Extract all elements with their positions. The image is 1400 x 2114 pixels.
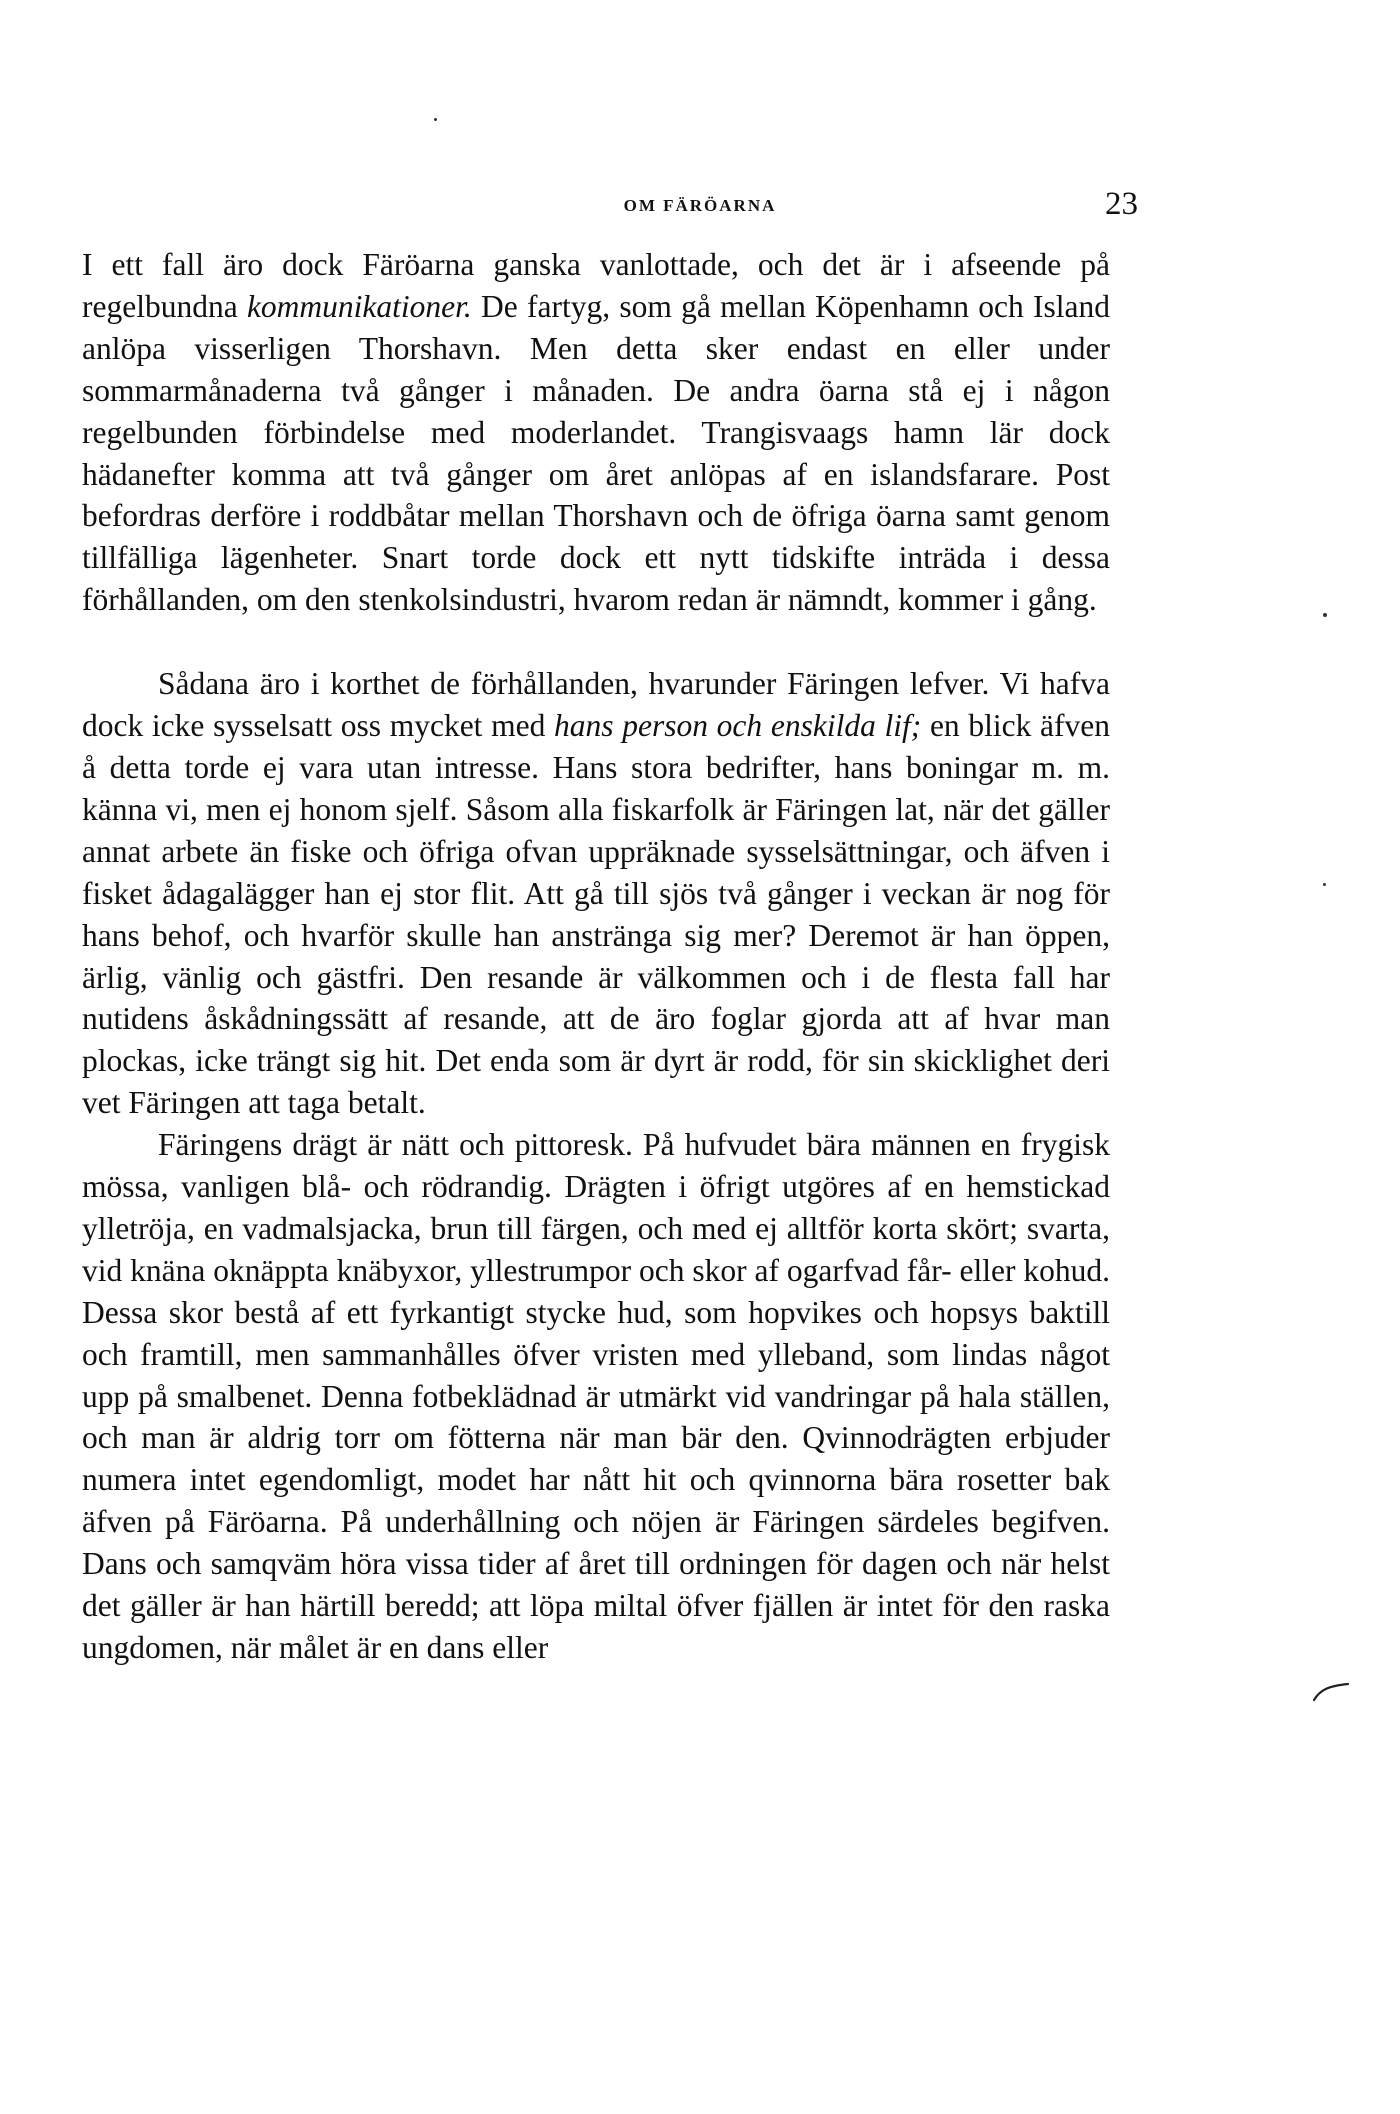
italic-text-run: hans person och enskilda lif; [554,708,922,744]
text-run: Färingens drägt är nätt och pittoresk. På hufvudet bära männen en frygisk mössa, vanligen blå- och rödrandig. Drägten i öfrigt utgöres af en hemstickad ylletröja, en vadmalsjacka, brun till färgen, och med ej alltför korta skört; svarta, vid knäna oknäppta knäbyxor, yllestrumpor och skor af ogarfvad får- eller kohud. Dessa skor bestå af ett fyrkantigt stycke hud, som hopvikes och hopsys baktill och framtill, men sammanhålles öfver vristen med ylleband, som lindas något upp på smalbenet. Denna fotbeklädnad är utmärkt vid vandringar på hala ställen, och man är aldrig torr om fötterna när man bär den. Qvinnodrägten erbjuder numera intet egendomligt, modet har nått hit och qvinnorna bära rosetter bak äfven på Färöarna. På underhållning och nöjen är Färingen särdeles begifven. Dans och samqväm höra vissa tider af året till ordningen för dagen och när helst det gäller är han härtill beredd; att löpa miltal öfver fjällen är intet för den raska ungdomen, när målet är en dans eller [82,1127,1110,1665]
text-run: en blick äfven å detta torde ej vara utan intresse. Hans stora bedrifter, hans boningar m. m. känna vi, men ej honom sjelf. Såsom alla fiskarfolk är Färingen lat, när det gäller annat arbete än fiske och öfriga ofvan uppräknade sysselsättningar, och äfven i fisket ådagalägger han ej stor flit. Att gå till sjös två gånger i veckan är nog för hans behof, och hvarför skulle han anstränga sig mer? Deremot är han öppen, ärlig, vänlig och gästfri. Den resande är välkommen och i de flesta fall har nutidens åskådningssätt af resande, att de äro foglar gjorda att af hvar man plockas, icke trängt sig hit. Det enda som är dyrt är rodd, för sin skicklighet deri vet Färingen att taga betalt. [82,708,1110,1121]
text-run: I ett fall äro dock Färöarna ganska vanlottade, och det är i afseende på regelbundna [82,247,1110,324]
text-run: Sådana äro i korthet de förhållanden, hvarunder Färingen lefver. Vi hafva dock icke sysselsatt oss mycket med [82,666,1110,744]
margin-dot [1323,883,1326,886]
running-head [0,186,1400,230]
italic-text-run: kommunikationer. [246,288,472,324]
paragraph-3 [82,1124,1110,1669]
page-number: 23 [1105,186,1138,222]
paragraph-2 [82,663,1110,1124]
paragraph-gap [82,621,1110,663]
ink-speck [434,118,437,121]
margin-pencil-mark [1312,1680,1350,1702]
margin-dot [1323,613,1327,617]
paragraph-1 [82,244,1110,621]
text-run: De fartyg, som gå mellan Köpenhamn och Island anlöpa visserligen Thorshavn. Men detta sker endast en eller under sommarmånaderna två gånger i månaden. De andra öarna stå ej i någon regelbunden förbindelse med moderlandet. Trangisvaags hamn lär dock hädanefter komma att två gånger om året anlöpas af en islandsfarare. Post befordras derföre i roddbåtar mellan Thorshavn och de öfriga öarna samt genom tillfälliga lägenheter. Snart torde dock ett nytt tidskifte inträda i dessa förhållanden, om den stenkolsindustri, hvarom redan är nämndt, kommer i gång. [82,288,1110,618]
body-text [82,244,1110,1669]
running-title: OM FÄRÖARNA [623,196,777,215]
